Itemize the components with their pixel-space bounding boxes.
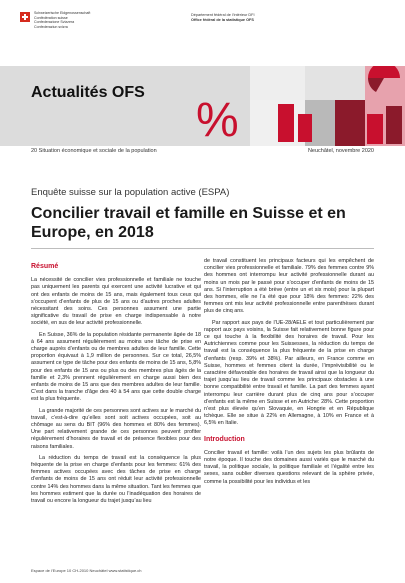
theme-label: 20 Situation économique et sociale de la population: [31, 148, 157, 154]
confederation-line: Confédération suisse: [34, 15, 68, 20]
page-header: [0, 0, 405, 38]
publication-date: Neuchâtel, novembre 2020: [307, 148, 374, 154]
section-heading-summary: Résumé: [31, 263, 59, 270]
banner: [0, 66, 405, 146]
paragraph: Concilier travail et famille: voilà l’un des sujets les plus brûlants de notre époque. Il touche des domaines aussi variés que le marché du travail, la politique sociale, la politique familiale et l’égalité entre les sexes, sans oublier diverses questions relevant de la sphère privée, comme la possibilité pour les individus et les: [204, 449, 374, 485]
percent-icon: %: [196, 94, 239, 146]
document-title: Concilier travail et famille en Suisse et en Europe, en 2018: [31, 205, 346, 241]
graphic-block: [250, 66, 305, 100]
divider: [31, 248, 374, 249]
paragraph: de travail constituent les principaux facteurs qui les empêchent de concilier vies professionnelle et familiale. 79% des femmes contre 9% des hommes ont interrompu leur activité professionnelle durant au moins un mois par le passé pour s’occuper d’enfants de moins de 15 ans. Si l’interruption a été brève (entre un et six mois) pour la plupart des hommes, elle ne l’a été que pour 18% des femmes: 22% des femmes ont mis leur activité professionnelle entre parenthèses durant plus de cinq ans.: [204, 258, 374, 315]
section-heading-introduction: Introduction: [204, 435, 245, 443]
banner-title: Actualités OFS: [31, 84, 145, 101]
confederation-name: [34, 11, 90, 29]
graphic-block: [386, 106, 402, 144]
paragraph: Par rapport aux pays de l’UE-28/AELE et tout particulièrement par rapport aux pays voisins, la Suisse fait relativement bonne figure pour ce qui touche à la flexibilité des horaires de travail. Pour les Autrichiennes comme pour les Suissesses, la réduction du temps de travail est la conséquence la plus fréquente de la prise en charge d’enfants (resp. 39% et 38%). Par ailleurs, en France comme en Suisse, hommes et femmes citent la durée, l’imprévisibilité ou le caractère défavorable des horaires de travail ainsi que la longueur du trajet jusqu’au lieu de travail comme les principaux obstacles à une bonne compatibilité entre travail et famille. La part des femmes ayant interrompu leur carrière durant plus de cinq ans pour s’occuper d’enfants est la même en Suisse et en Autriche: 28%. Cette proportion n’est plus élevée qu’en Slovaquie, en Hongrie et en République tchèque. Elle se situe à 22% en Allemagne, à 10% en France et à 6,5% en Italie.: [204, 319, 374, 427]
document-subtitle: Enquête suisse sur la population active (ESPA): [31, 187, 230, 198]
graphic-block: [250, 100, 305, 146]
graphic-block: [335, 100, 365, 146]
department-line: Département fédéral de l’intérieur DFI: [191, 13, 255, 17]
office-line: Office fédéral de la statistique OFS: [191, 18, 254, 22]
paragraph: La nécessité de concilier vies professionnelle et familiale ne touche pas uniquement les parents qui exercent une activité lucrative et qui ont des enfants de moins de 15 ans, mais également tous ceux qui s’occupent d’enfants de plus de 15 ans ou d’autres proches adultes nécessitant des soins. Ces personnes assument une partie significative du travail de prise en charge indispensable à notre société, en sus de leur activité professionnelle.: [31, 277, 201, 327]
page-footer: Espace de l’Europe 10 CH-2010 Neuchâtel www.statistique.ch: [31, 568, 142, 573]
confederation-line: Confederazione Svizzera: [34, 20, 75, 25]
department-name: [191, 13, 255, 23]
graphic-block: [278, 104, 294, 142]
meta-row: [31, 148, 374, 154]
graphic-block: [298, 114, 312, 142]
percent-graphic: [190, 66, 405, 146]
confederation-line: Confederaziun svizra: [34, 24, 68, 29]
left-column: [31, 263, 201, 509]
pie-icon: [368, 66, 400, 78]
graphic-block: [367, 114, 383, 144]
paragraph: En Suisse, 36% de la population résidante permanente âgée de 18 à 64 ans assument régulièrement au moins une tâche de prise en charge auprès d’enfants ou de membres adultes de leur famille. Cette proportion équivaut à 1,9 million de personnes. Sur ce total, 26,5% assument ce type de tâche pour des enfants de moins de 15 ans, 5,8% pour des enfants de 15 ans ou plus ou des membres plus âgés de la famille et 2,3% prennent régulièrement en charge aussi bien des enfants de moins de 15 ans que des membres adultes de leur famille. C’est dans la tranche d’âge des 40 à 54 ans que cette double charge est la plus fréquente.: [31, 331, 201, 403]
swiss-flag-icon: [20, 12, 30, 22]
confederation-line: Schweizerische Eidgenossenschaft: [34, 11, 91, 15]
paragraph: La réduction du temps de travail est la conséquence la plus fréquente de la prise en charge d’enfants pour les femmes: 61% des femmes actives occupées avec des tâches de prise en charge d’enfants de moins de 15 ans ont réduit leur activité professionnelle contre 14% des hommes dans la même situation. Tant les femmes que les hommes estiment que la durée ou l’inadéquation des horaires de travail ou encore la longueur du trajet jusqu’au lieu: [31, 454, 201, 505]
right-column: [204, 258, 374, 490]
paragraph: La grande majorité de ces personnes sont actives sur le marché du travail, c’est-à-dire qu’elles sont soit actives occupées, soit au chômage au sens du BIT (96% des hommes et 80% des femmes). Une part relativement grande de ces personnes peuvent profiter régulièrement d’horaires de travail et de présence flexibles pour des raisons familiales.: [31, 407, 201, 450]
graphic-block: [305, 66, 365, 100]
